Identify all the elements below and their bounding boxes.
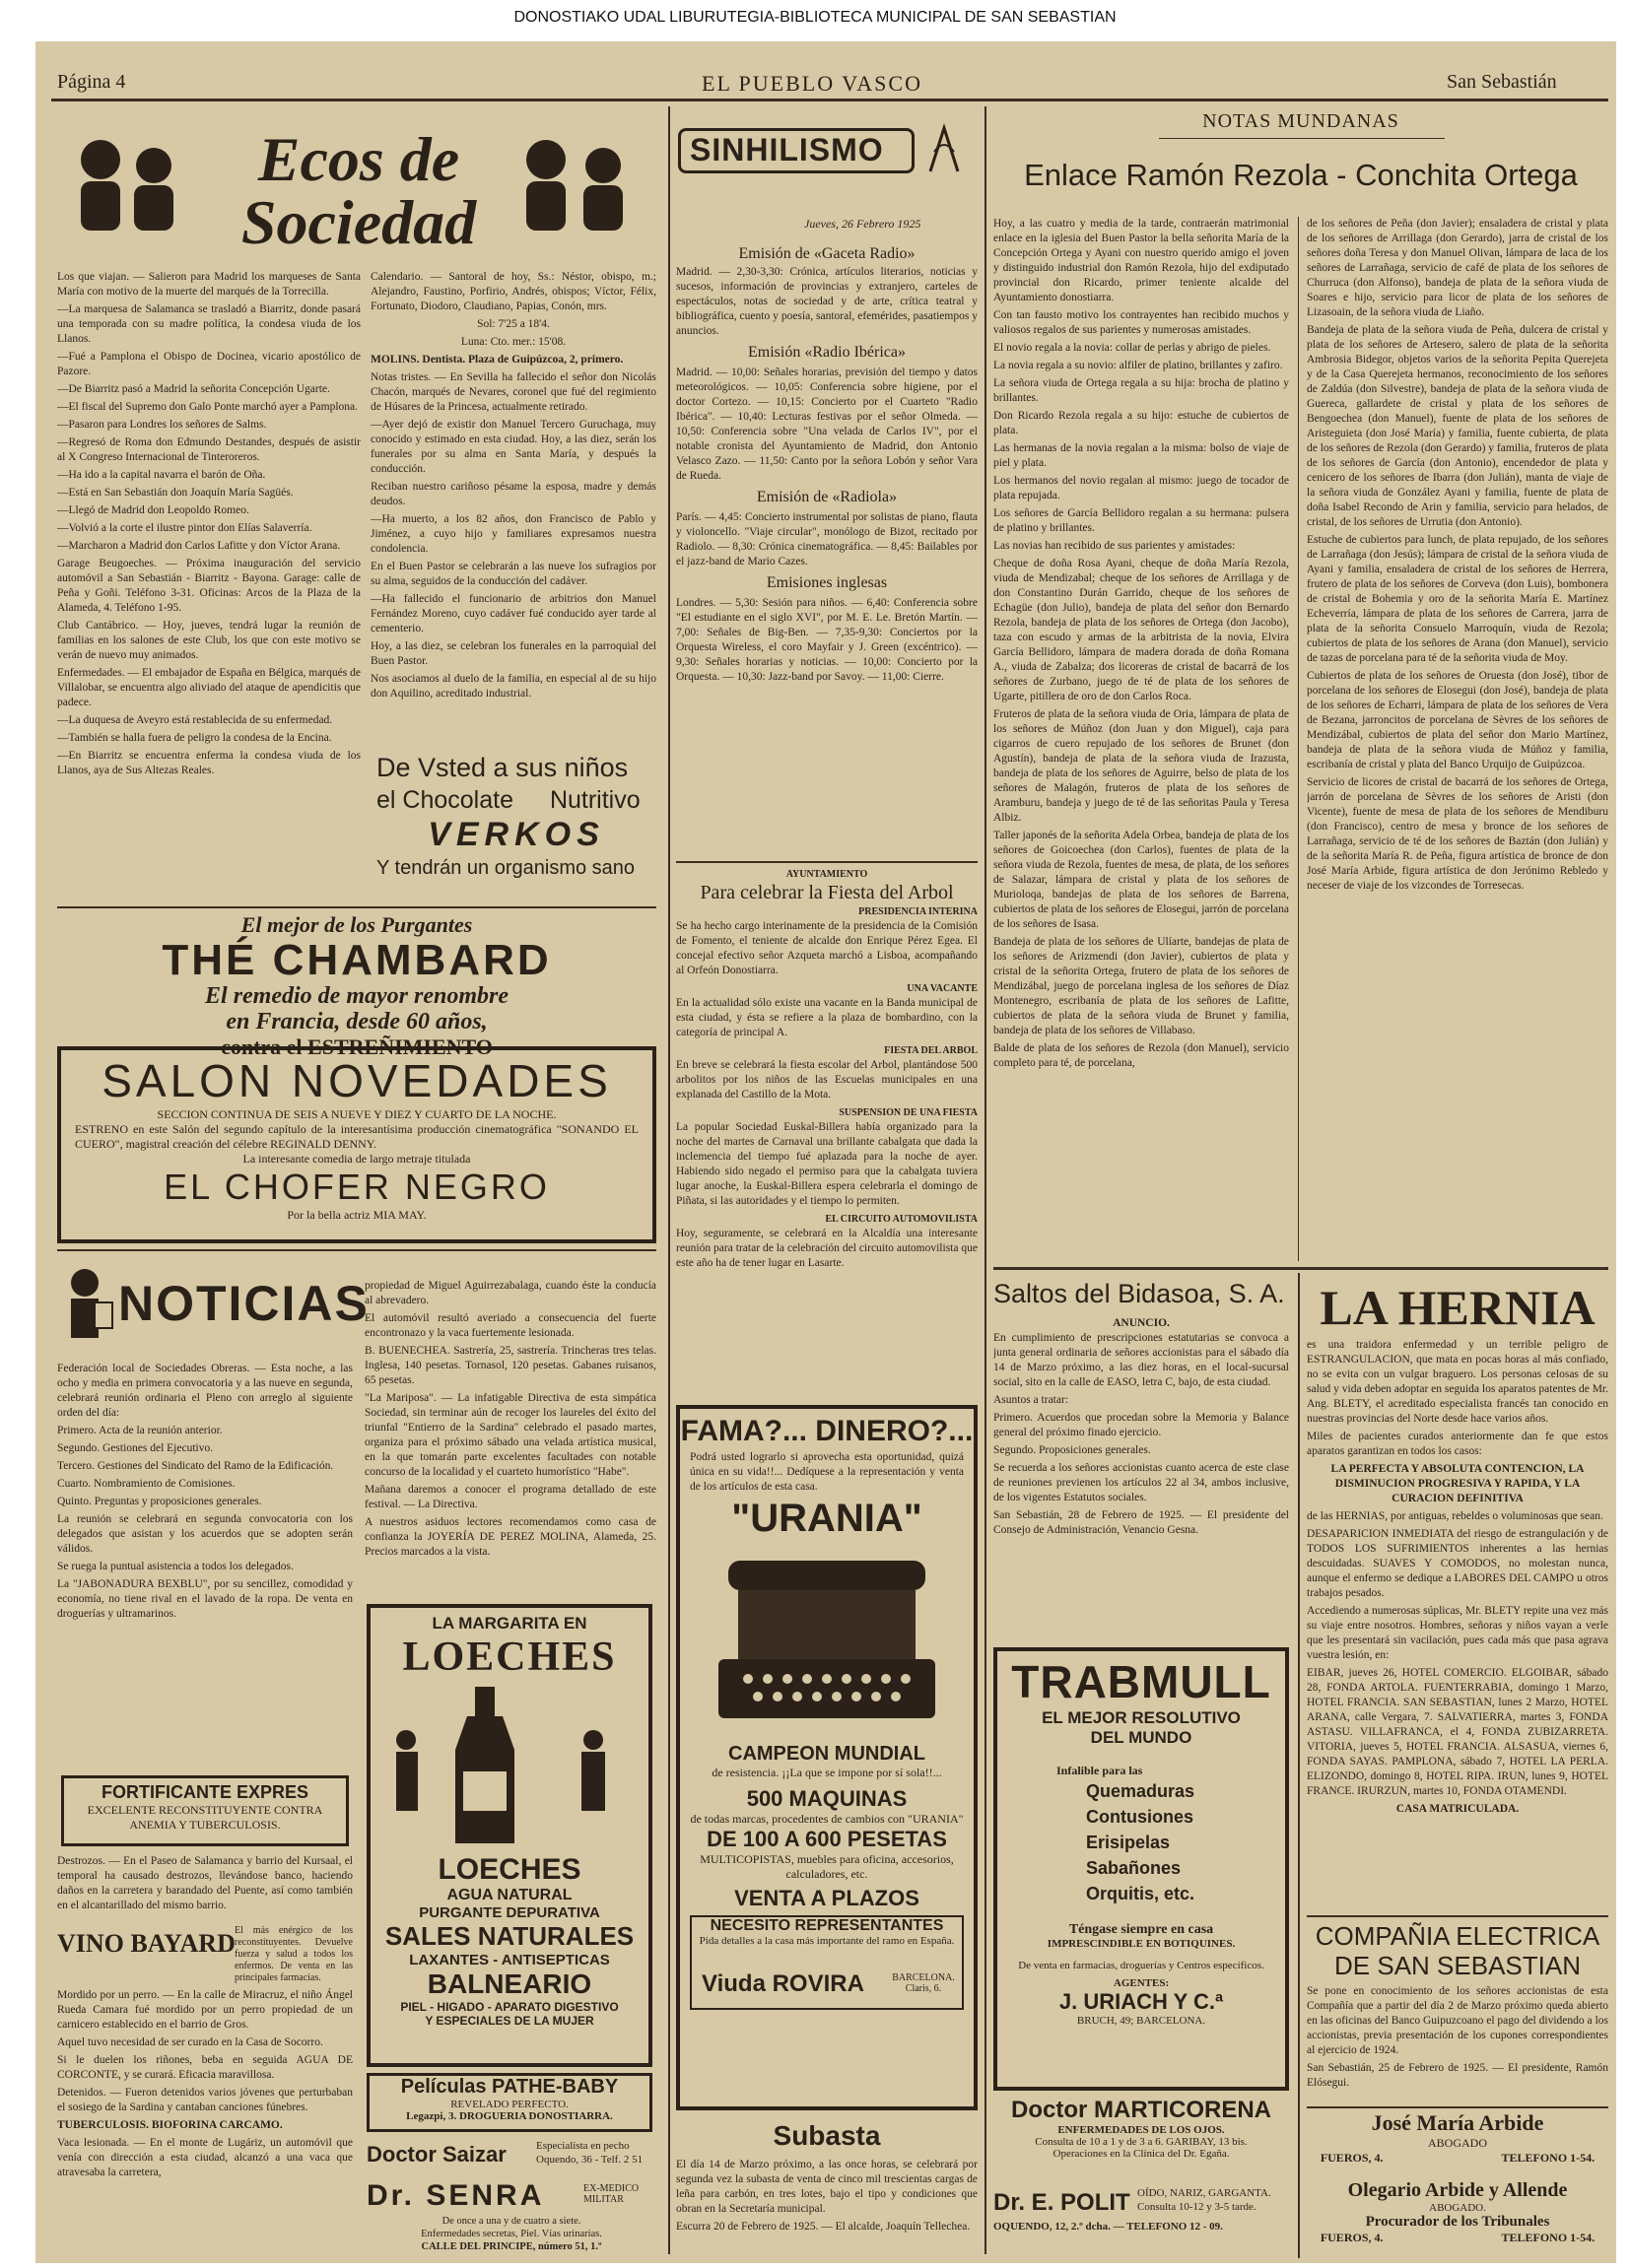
text-paragraph: Los hermanos del novio regalan al mismo: juego de tocador de plata repujada.	[993, 475, 1289, 501]
ecos-title: Ecos de Sociedad	[240, 124, 477, 257]
text-paragraph: —Pasaron para Londres los señores de Salms.	[57, 419, 267, 431]
chambard-line: contra el ESTREÑIMIENTO	[221, 1034, 493, 1059]
saltos-title: Saltos del Bidasoa, S. A.	[993, 1279, 1285, 1308]
marticorena-line: Operaciones en la Clínica del Dr. Egaña.	[1053, 2148, 1230, 2160]
fortificante-ad	[61, 1775, 349, 1846]
text-paragraph: Los señores de García Bellidoro regalan a su hermana: pulsera de platino y brillantes.	[993, 507, 1289, 534]
chambard-ad	[57, 912, 656, 1059]
trabmull-line: BRUCH, 49; BARCELONA.	[1076, 2015, 1206, 2027]
text-paragraph: B. BUENECHEA. Sastrería, 25, sastrería. Trincheras tres telas. Inglesa, 140 pesetas. Tornasol, 120 pesetas. Gabanes ruisanos, 65 pesetas.	[365, 1345, 656, 1386]
ayuntamiento-label: AYUNTAMIENTO	[785, 869, 868, 880]
text-paragraph: de los señores de Peña (don Javier); ensaladera de cristal y plata de los señores de Arrillaga (don Gerardo), jarra de cristal de los señores doña Teresa y don Manuel Olivan, lámpara de laca de los señores de Larrañaga, servicio de café de plata de los señores de Churruca (don Alfonso), bandeja de plata de la señora viuda de Soares e hijo, servicio para licor de plata de los señores de Lizasoain, de la señora viuda de Liaño.	[1307, 218, 1608, 318]
text-paragraph: Quinto. Preguntas y proposiciones generales.	[57, 1496, 262, 1507]
text-paragraph: Club Cantábrico. — Hoy, jueves, tendrá lugar la reunión de familias en los salones de este Club, los que con este motivo se verán de nuevo muy animados.	[57, 620, 361, 661]
olegario-ad	[1307, 2179, 1608, 2258]
saizar-ad	[367, 2138, 656, 2173]
olegario-title: Olegario Arbide y Allende	[1347, 2179, 1568, 2201]
newsboy-icon	[57, 1263, 116, 1352]
trabmull-line: DEL MUNDO	[1090, 1728, 1192, 1747]
text-paragraph: Cheque de doña Rosa Ayani, cheque de doña María Rezola, viuda de Mendizabal; cheque de los señores de Arrillaga y de don Constantino Durán Garrido, cheque de los señores de Echagüe (don Julio), bandeja de plata del señor don Bernardo Rezola, bandeja de plata de los señores de Ortega (don Jacobo), taza con escudo y armas de la arbitrista de la novia, Elvira García Bellidoro, lámpara de madera dorada de doña Romana A., viuda de Zabalza; dos licoreras de cristal de bacarrá de los señores de Zurbano, juego de té de plata de los señores de Ugarte, pitillera de oro de don Carlos Roca.	[993, 558, 1289, 702]
arbide-line: TELEFONO 1-54.	[1501, 2151, 1596, 2165]
subasta-body	[676, 2158, 978, 2256]
notas-title: Enlace Ramón Rezola - Conchita Ortega	[1024, 158, 1578, 192]
page-number: Página 4	[57, 71, 126, 93]
noticias-left-column	[57, 1362, 353, 1766]
text-paragraph: Tercero. Gestiones del Sindicato del Ramo de la Edificación.	[57, 1460, 334, 1472]
text-paragraph: —Volvió a la corte el ilustre pintor don Elías Salaverría.	[57, 522, 312, 534]
text-paragraph: En la actualidad sólo existe una vacante en la Banda municipal de esta ciudad, y ésta se refiere a la plaza de bombardino, con la categoría de principal A.	[676, 997, 978, 1038]
text-paragraph: —Regresó de Roma don Edmundo Destandes, después de asistir al X Congreso Internacional de Tinteroreros.	[57, 436, 361, 463]
text-paragraph: Servicio de licores de cristal de bacarrá de los señores de Ortega, jarrón de porcelana de Sèvres de los señores de Aristi (don Vicente), fuente de mesa de plata de los señores de Mendiburu (don Francisco), centro de mesa y bronce de los señores de Larrañaga, servicio de té de los señores de Baztán (don Julián) y de la señorita María R. de Peña, figura artística de bronce de don José María Arbide, figura artística de don Jerónimo Rebledo y neceser de viaje de los vizcondes de Torresecas.	[1307, 776, 1608, 892]
marticorena-title: Doctor MARTICORENA	[1011, 2097, 1271, 2123]
text-paragraph: Madrid. — 2,30-3,30: Crónica, artículos literarios, noticias y sucesos, información de provincias y extranjero, carteles de espectáculos, notas de sociedad y de arte, crítica teatral y bibliográfica, cuento y poesía, santoral, efemérides, pasatiempos y anuncios.	[676, 266, 978, 337]
text-paragraph: Sol: 7'25 a 18'4.	[477, 318, 550, 330]
section-rule	[676, 861, 978, 863]
notas-label: NOTAS MUNDANAS	[1202, 110, 1399, 132]
pathe-title: Películas PATHE-BABY	[400, 2076, 619, 2098]
subheading: PRESIDENCIA INTERINA	[858, 906, 978, 917]
text-paragraph: DESAPARICION INMEDIATA del riesgo de estrangulación y de TODOS LOS SUFRIMIENTOS inherentes a las hernias descuidadas. SUAVES Y COMODOS, no molestan nunca, aunque el enfermo se dedique a LABORES DEL CAMPO u otros trabajos pesados.	[1307, 1528, 1608, 1599]
pathe-baby-ad	[367, 2073, 652, 2132]
text-paragraph: —Llegó de Madrid don Leopoldo Romeo.	[57, 504, 249, 516]
urania-line: FAMA?... DINERO?...	[680, 1415, 974, 1447]
text-paragraph: —También se halla fuera de peligro la condesa de la Encina.	[57, 732, 332, 744]
text-paragraph: Escurra 20 de Febrero de 1925. — El alcalde, Joaquín Tellechea.	[676, 2221, 971, 2233]
column-rule	[668, 106, 670, 2254]
salon-line: La interesante comedia de largo metraje titulada	[242, 1152, 471, 1166]
urania-line: MULTICOPISTAS, muebles para oficina, accesorios, calculadores, etc.	[700, 1852, 954, 1881]
text-paragraph: Estuche de cubiertos para lunch, de plata repujado, de los señores de Larrañaga (don Jesús); lámpara de cristal de la señora viuda de Ayani y familia, ensaladera de cristal de los señores de Herrera, frutero de plata de los señores de Corveva (don Luis), bombonera de cristal de Bohemia y oro de la señorita María E. Martínez Echeverría, lámpara de plata de los señores de Carrera, jarra de plata de la señorita Consuelo Marroquín, viuda de Rezola; cubiertos de plata de los señores de Arana (don Manuel), servicio de tazas de porcelana para té de la señorita viuda de Moy.	[1307, 534, 1608, 664]
text-paragraph: A nuestros asiduos lectores recomendamos como casa de confianza la JOYERÍA DE PEREZ MOLINA, Alameda, 25. Precios marcados a la vista.	[365, 1516, 656, 1558]
verkos-line: De Vsted a sus niños	[376, 753, 629, 782]
loeches-line: BALNEARIO	[427, 1968, 592, 1999]
trabmull-line: J. URIACH Y C.ª	[1058, 1989, 1224, 2014]
text-paragraph: Si le duelen los riñones, beba en seguida AGUA DE CORCONTE, y se curará. Eficacia maravillosa.	[57, 2054, 353, 2081]
text-paragraph: Hoy, a las diez, se celebran los funerales en la parroquial del Buen Pastor.	[371, 640, 656, 667]
compania-title-line: DE SAN SEBASTIAN	[1334, 1951, 1581, 1980]
trabmull-line: AGENTES:	[1113, 1977, 1170, 1989]
subheading: SUSPENSION DE UNA FIESTA	[839, 1107, 978, 1118]
polit-line: OQUENDO, 12, 2.º dcha. — TELEFONO 12 - 09.	[993, 2221, 1223, 2233]
urania-line: Podrá usted lograrlo si aprovecha esta oportunidad, quizá única en su vida!!... Dedíquese a la representación y venta de los artículos de esta casa.	[690, 1451, 964, 1493]
vino-bayard-ad	[57, 1925, 353, 1984]
compania-title	[1307, 1921, 1608, 1980]
loeches-ad	[367, 1604, 652, 2067]
column-rule	[985, 106, 986, 2254]
section-rule	[1307, 2106, 1608, 2108]
text-paragraph: "La Mariposa". — La infatigable Directiva de esta simpática Sociedad, sin terminar aún de recoger los laureles del éxito del triunfal "Entierro de la Sardina" celebrado el pasado martes, organiza para el próximo sábado una velada artística musical, en la que tomarán parte excelentes facultades con notable concurso de la localidad y el cuarteto humorístico "Habe".	[365, 1392, 656, 1478]
text-paragraph: Balde de plata de los señores de Rezola (don Manuel), servicio completo para té, de porcelana,	[993, 1042, 1289, 1069]
ecos-banner	[63, 120, 654, 258]
marticorena-line: Consulta de 10 a 1 y de 3 a 6. GARIBAY, 13 bis.	[1035, 2136, 1248, 2148]
text-paragraph: Hoy, a las cuatro y media de la tarde, contraerán matrimonial enlace en la iglesia del Buen Pastor la bella señorita María de la Concepción Ortega y Ayani con nuestro querido amigo el joven y distinguido industrial don Ramón Rezola, hijo del exdiputado provincial don Ricardo, primer teniente alcalde del Ayuntamiento donostiarra.	[993, 218, 1289, 303]
fortificante-title: FORTIFICANTE EXPRES	[101, 1782, 308, 1802]
text-paragraph: es una traidora enfermedad y un terrible peligro de ESTRANGULACION, que mata en pocas horas al más confiado, no se evita con un vulgar braguero. Los personas celosas de su salud y vida deben adoptar en seguida los aparatos patentes de Mr. Ang. BLETY, el acreditado especialista francés tan conocido en nuestras provincias del Norte desde hace varios años.	[1307, 1339, 1608, 1425]
polit-line: Consulta 10-12 y 3-5 tarde.	[1137, 2201, 1256, 2213]
arbide-line: FUEROS, 4.	[1320, 2151, 1384, 2165]
subheading: UNA VACANTE	[907, 983, 978, 994]
text-paragraph: La popular Sociedad Euskal-Billera había organizado para la noche del martes de Carnaval una brillante cabalgata que dada la inclemencia del tiempo fué aplazada para la noche de ayer. Habiendo sido negado el permiso para que la cabalgata tuviera lugar anoche, la Euskal-Billera espera celebrarla el domingo de Piñata, si las autoridades y el tiempo lo permiten.	[676, 1121, 978, 1207]
text-paragraph: Se ha hecho cargo interinamente de la presidencia de la Comisión de Fomento, el teniente de alcalde don Enrique Pérez Egea. El concejal efectivo señor Azqueta marchó a Lisboa, acompañando al Orfeón Donostiarra.	[676, 920, 978, 976]
text-paragraph: —Ha ido a la capital navarra el barón de Oña.	[57, 469, 266, 481]
salon-novedades-ad	[57, 1046, 656, 1243]
loeches-line: PIEL - HIGADO - APARATO DIGESTIVO	[400, 2000, 619, 2014]
urania-rep-box	[690, 1915, 964, 2010]
loeches-brand: LOECHES	[402, 1634, 617, 1680]
text-paragraph: Bandeja de plata de la señora viuda de Peña, dulcera de cristal y plata de los señores de Artesero, salero de plata de la señorita Ambrosia Bidegor, objetos varios de la señorita Pepita Querejeta y de la Casa Querejeta hermanos, reconocimiento de los señores de Zaldúa (don Silvestre), bandeja de plata de la señora viuda de Guereca, gallardete de cristal y plata de los señores de Bengoechea (don Manuel), fuente de plata de los señores de Aristeguieta (don José María) y familia, fuente cubierta, de plata de los señores de Rezola (don Gerardo) y familia, fruteros de plata de los señores de García (don Antonio), encendedor de plata y cenicero de los señores de Ibarra (don Julián), manta de viaje de la señora viuda de González Ayani y familia, fuente de plata de doña Isabel Recondo de Arin y familia, servicio para helados, de cristal, de los señores de Urrutia (don Antonio).	[1307, 324, 1608, 528]
vino-title: VINO BAYARD	[57, 1929, 236, 1958]
text-paragraph: —La duquesa de Aveyro está restablecida de su enfermedad.	[57, 714, 333, 726]
trabmull-line: EL MEJOR RESOLUTIVO	[1042, 1708, 1241, 1727]
text-paragraph: Detenidos. — Fueron detenidos varios jóvenes que perturbaban el sosiego de la Sardina y cantaban canciones fúnebres.	[57, 2087, 353, 2113]
text-paragraph: El día 14 de Marzo próximo, a las once horas, se celebrará por segunda vez la subasta de venta de cinco mil trescientas cargas de leña para carbón, en tres lotes, bajo el tipo y condiciones que obran en la Secretaría municipal.	[676, 2159, 978, 2215]
pathe-line: REVELADO PERFECTO.	[450, 2099, 569, 2110]
fortificante-line: EXCELENTE RECONSTITUYENTE CONTRA	[87, 1803, 323, 1817]
text-paragraph: CASA MATRICULADA.	[1395, 1803, 1520, 1815]
ayuntamiento-section	[676, 867, 978, 1399]
text-paragraph: —Marcharon a Madrid don Carlos Lafitte y don Víctor Arana.	[57, 540, 341, 552]
text-paragraph: Londres. — 5,30: Sesión para niños. — 6,40: Conferencia sobre "El estudiante en el siglo XVI", por M. E. Le. Bretón Martín. — 7,00: Señales de Big-Ben. — 7,35-9,30: Conciertos por la Orquesta Wireless, el coro Mayfair y J. Green (excéntrico). — 9,30: Señales horarias y noticias. — 10,00: Concierto por la Orquesta. — 10,30: Jazz-band por Savoy. — 11,00: Cierre.	[676, 597, 978, 683]
text-paragraph: Don Ricardo Rezola regala a su hijo: estuche de cubiertos de plata.	[993, 410, 1289, 436]
arbide-ad	[1307, 2110, 1608, 2179]
trabmull-item: Orquitis, etc.	[1086, 1884, 1195, 1903]
urania-ad	[676, 1405, 978, 2110]
senra-title: Dr. SENRA	[367, 2179, 545, 2212]
compania-body	[1307, 1984, 1608, 2102]
senra-line: Enfermedades secretas, Piel. Vías urinarias.	[421, 2229, 602, 2239]
column-rule	[1298, 217, 1299, 1261]
olegario-sub: ABOGADO.	[1429, 2202, 1486, 2214]
text-paragraph: —De Biarritz pasó a Madrid la señorita Concepción Ugarte.	[57, 383, 330, 395]
urania-line: VENTA A PLAZOS	[734, 1886, 919, 1910]
verkos-line: Y tendrán un organismo sano	[376, 857, 636, 879]
subheading: FIESTA DEL ARBOL	[884, 1045, 978, 1056]
salon-line: SECCION CONTINUA DE SEIS A NUEVE Y DIEZ Y CUARTO DE LA NOCHE.	[157, 1107, 557, 1121]
text-paragraph: Primero. Acuerdos que procedan sobre la Memoria y Balance general del próximo finado ejercicio.	[993, 1412, 1289, 1438]
text-paragraph: Las hermanas de la novia regalan a la misma: bolso de viaje de piel y plata.	[993, 442, 1289, 469]
sinhilismo-body	[676, 242, 978, 853]
text-paragraph: Enfermedades. — El embajador de España en Bélgica, marqués de Villalobar, se encuentra algo aliviado del ataque de apendicitis que padece.	[57, 667, 361, 708]
fortificante-line: ANEMIA Y TUBERCULOSIS.	[129, 1818, 281, 1832]
typewriter-illustration	[699, 1541, 955, 1738]
trabmull-ad	[993, 1647, 1289, 2091]
loeches-line: Y ESPECIALES DE LA MUJER	[425, 2014, 594, 2028]
polit-line: OÍDO, NARIZ, GARGANTA.	[1137, 2187, 1271, 2199]
text-paragraph: El novio regala a la novia: collar de perlas y abrigo de pieles.	[993, 342, 1271, 354]
noticias-right-column	[365, 1279, 656, 1594]
olegario-line: FUEROS, 4.	[1320, 2231, 1384, 2244]
senra-line: CALLE DEL PRINCIPE, número 51, 1.º	[421, 2241, 602, 2252]
masthead: EL PUEBLO VASCO	[702, 71, 922, 96]
section-heading: Emisión de «Gaceta Radio»	[738, 245, 916, 262]
ayuntamiento-title: Para celebrar la Fiesta del Arbol	[700, 882, 954, 903]
text-paragraph: Se pone en conocimiento de los señores accionistas de esta Compañía que a partir del día 2 de Marzo próximo queda abierto en las oficinas del Banco Guipuzcoano el pago del dividendo a los accionistas, previa presentación de los cupones correspondientes al ejercicio de 1924.	[1307, 1985, 1608, 2056]
text-paragraph: —Ha fallecido el funcionario de arbitrios don Manuel Fernández Moreno, cuyo cadáver fué conducido ayer tarde al cementerio.	[371, 593, 656, 634]
salon-line: Por la bella actriz MIA MAY.	[287, 1208, 427, 1222]
text-paragraph: —Está en San Sebastián don Joaquín María Sagüés.	[57, 487, 294, 499]
text-paragraph: —El fiscal del Supremo don Galo Ponte marchó ayer a Pamplona.	[57, 401, 358, 413]
section-rule	[993, 1267, 1608, 1270]
text-paragraph: La reunión se celebrará en segunda convocatoria con los delegados que asistan y los acuerdos que se adopten serán válidos.	[57, 1513, 353, 1555]
trabmull-line: IMPRESCINDIBLE EN BOTIQUINES.	[1047, 1938, 1236, 1950]
text-paragraph: En cumplimiento de prescripciones estatutarias se convoca a junta general ordinaria de señores accionistas para el sábado día 14 de Marzo próximo, a las diez horas, en el local-sucursal social, sito en la calle de EASO, letra C, bajo, de esta ciudad.	[993, 1332, 1289, 1388]
text-paragraph: Destrozos. — En el Paseo de Salamanca y barrio del Kursaal, el temporal ha causado destrozos, llevándose banco, haciendo daños en la carretera y barandado del Puente, así como también en el alcantarillado del mismo barrio.	[57, 1855, 353, 1911]
text-paragraph: El automóvil resultó averiado a consecuencia del fuerte encontronazo y la vaca fuertemente lesionada.	[365, 1312, 656, 1339]
urania-line: Pida detalles a la casa más importante del ramo en España.	[699, 1935, 955, 1947]
urania-line: de resistencia. ¡¡La que se impone por sí sola!!...	[712, 1766, 942, 1779]
section-rule	[57, 1249, 656, 1251]
urania-line: BARCELONA. Claris, 6.	[892, 1972, 955, 1994]
loeches-line: SALES NATURALES	[384, 1921, 635, 1951]
noticias-left-column-3	[57, 1988, 353, 2254]
compania-title-line: COMPAÑIA ELECTRICA	[1315, 1921, 1600, 1951]
text-paragraph: Las novias han recibido de sus parientes y amistades:	[993, 540, 1236, 552]
text-paragraph: París. — 4,45: Concierto instrumental por solistas de piano, flauta y violoncello. "Viaje circular", monólogo de Bizot, recitado por Radiolo. — 8,30: Crónica cinematográfica. — 8,45: Bailables por el jazz-band de Mario Cazes.	[676, 511, 978, 567]
text-paragraph: Con tan fausto motivo los contrayentes han recibido muchos y valiosos regalos de sus parientes y numerosas amistades.	[993, 309, 1289, 336]
urania-line: DE 100 A 600 PESETAS	[707, 1827, 947, 1851]
text-paragraph: —En Biarritz se encuentra enferma la condesa viuda de los Llanos, aya de Sus Altezas Reales.	[57, 750, 361, 776]
text-paragraph: Garage Beugoeches. — Próxima inauguración del servicio automóvil a San Sebastián - Biarritz - Bayona. Garage: calle de Peña y Goñi. Teléfono 3-31. Oficinas: Arcos de la Plaza de la Alameda, 4. Teléfono 1-95.	[57, 558, 361, 614]
bottle-illustration	[376, 1681, 643, 1848]
text-paragraph: Luna: Cto. mer.: 15'08.	[460, 336, 567, 348]
saltos-label: ANUNCIO.	[1113, 1317, 1170, 1329]
saizar-title: Doctor Saizar	[367, 2142, 507, 2167]
section-heading: Emisión de «Radiola»	[756, 489, 898, 505]
text-paragraph: Fruteros de plata de la señora viuda de Oria, lámpara de plata de los señores de Múñoz (don Juan y don Miguel), caja para cigarros de cuero repujado de los señores de Brunet (don Agustín), bandeja de plata de la señora viuda de Irazusta, bandeja de plata de los señores de Aguirre, belso de plata de los señores de Malagón, fruteros de plata de los señores de Aramburu, bandeja y juego de té de las señoritas Paula y Teresa Albiz.	[993, 708, 1289, 824]
viewer-title: DONOSTIAKO UDAL LIBURUTEGIA-BIBLIOTECA MUNICIPAL DE SAN SEBASTIAN	[513, 9, 1117, 26]
verkos-line: Nutritivo	[549, 786, 641, 814]
column-rule	[1298, 1273, 1300, 2258]
notas-column-1	[993, 217, 1289, 1261]
text-paragraph: —Ha muerto, a los 82 años, don Francisco de Pablo y Jiménez, a cuyo hijo y familiares expresamos nuestra condolencia.	[371, 513, 656, 555]
senra-line: De once a una y de cuatro a siete.	[441, 2216, 581, 2227]
noticias-left-column-2	[57, 1854, 353, 1923]
polit-ad	[993, 2185, 1289, 2254]
subasta-title: Subasta	[773, 2120, 881, 2151]
sinhilismo-date: Jueves, 26 Febrero 1925	[804, 217, 921, 231]
text-paragraph: Vaca lesionada. — En el monte de Lugáriz, un automóvil que venía con dirección a esta ciudad, alcanzó a una vaca que atravesaba la carretera,	[57, 2137, 353, 2178]
text-paragraph: —Ayer dejó de existir don Manuel Tercero Guruchaga, muy conocido y estimado en esta ciudad. Hoy, a las diez, serán los funerales por su alma en Santa María, y después la conducción.	[371, 419, 656, 475]
trabmull-item: Contusiones	[1086, 1807, 1194, 1827]
text-paragraph: Mordido por un perro. — En la calle de Miracruz, el niño Ángel Rueda Camara fué mordido por un perro propiedad de un carnicero establecido en el barrio de Gros.	[57, 1989, 353, 2031]
trabmull-line: Infalible para las	[1056, 1764, 1143, 1777]
loeches-line: LAXANTES - ANTISEPTICAS	[409, 1952, 610, 1968]
text-paragraph: Cuarto. Nombramiento de Comisiones.	[57, 1478, 236, 1490]
text-paragraph: Cubiertos de plata de los señores de Oruesta (don José), tibor de porcelana de los señores de Elosegui (don José), bandeja de plata de los señores de Echarri, lámpara de plata de los señores de Vera de Bezana, jarroncitos de porcelana de Sèvres de los señores de Mendizábal, cubiertos de plata del señor don Mario Martínez, bandeja de plata de la señora viuda de Múñoz y familia, escribanía de cristal y plata del Banco Urquijo de Guipúzcoa.	[1307, 670, 1608, 770]
urania-line: NECESITO REPRESENTANTES	[710, 1917, 944, 1934]
text-paragraph: Se recuerda a los señores accionistas cuanto acerca de este clase de reuniones previenen los artículos 22 al 34, ambos inclusive, de los vigentes Estatutos sociales.	[993, 1462, 1289, 1503]
text-paragraph: propiedad de Miguel Aguirrezabalaga, cuando éste la conducía al abrevadero.	[365, 1280, 656, 1306]
notas-column-2	[1307, 217, 1608, 1261]
senra-lines	[367, 2215, 656, 2253]
arbide-sub: ABOGADO	[1428, 2136, 1487, 2150]
ecos-right-column	[371, 270, 656, 743]
salon-line: ESTRENO en este Salón del segundo capítulo de la interesantísima producción cinematográfica "SONANDO EL CUERO", magistral creación del célebre REGINALD DENNY.	[75, 1122, 639, 1151]
text-paragraph: Reciban nuestro cariñoso pésame la esposa, madre y demás deudos.	[371, 481, 656, 507]
salon-title: SALON NOVEDADES	[102, 1055, 612, 1106]
noticias-banner	[57, 1263, 370, 1352]
text-paragraph: La novia regala a su novio: alfiler de platino, brillantes y zafiro.	[993, 360, 1283, 371]
text-paragraph: En el Buen Pastor se celebrarán a las nueve los sufragios por su alma, seguidos de la conducción del cadáver.	[371, 561, 656, 587]
hernia-title: LA HERNIA	[1320, 1280, 1596, 1335]
loeches-line: PURGANTE DEPURATIVA	[419, 1904, 600, 1921]
section-heading: Emisiones inglesas	[766, 574, 888, 591]
section-rule	[1159, 138, 1445, 139]
city-label: San Sebastián	[1447, 71, 1557, 93]
loeches-line: LA MARGARITA EN	[432, 1614, 587, 1633]
chambard-line: El remedio de mayor renombre	[205, 983, 509, 1009]
text-paragraph: Segundo. Proposiciones generales.	[993, 1444, 1151, 1456]
trabmull-item: Quemaduras	[1086, 1781, 1195, 1801]
olegario-line: TELEFONO 1-54.	[1501, 2231, 1596, 2244]
text-paragraph: Accediendo a numerosas súplicas, Mr. BLETY repite una vez más su viaje entre nosotros. Hombres, señoras y niños vayan a verle que les presentará sin vacilación, pues cada más que pasa agrava vuestra lesión, en:	[1307, 1605, 1608, 1661]
text-paragraph: Se ruega la puntual asistencia a todos los delegados.	[57, 1561, 294, 1572]
text-paragraph: Mañana daremos a conocer el programa detallado de este festival. — La Directiva.	[365, 1484, 656, 1510]
olegario-sub2: Procurador de los Tribunales	[1365, 2214, 1550, 2230]
verkos-ad	[376, 751, 656, 899]
viewer-title-bar	[0, 0, 1630, 37]
text-paragraph: San Sebastián, 25 de Febrero de 1925. — El presidente, Ramón Elósegui.	[1307, 2062, 1608, 2089]
verkos-brand: VERKOS	[428, 816, 605, 853]
section-rule	[1307, 1915, 1608, 1917]
text-paragraph: EIBAR, jueves 26, HOTEL COMERCIO. ELGOIBAR, sábado 28, FONDA ARTOLA. FUENTERRABIA, domingo 1 Marzo, HOTEL FRANCIA. SAN SEBASTIAN, lunes 2 Marzo, HOTEL ARANA, calle Vergara, 7. SALVATIERRA, martes 3, FONDA ASTASU. VILLAFRANCA, el 4, FONDA ZUBIZARRETA. VITORIA, jueves 5, HOTEL FRANCIA. ALSASUA, viernes 6, FONDA SAYAS. PAMPLONA, sábado 7, HOTEL LA PERLA. ELIZONDO, domingo 8, HOTEL RIPA. IRUN, lunes 9, HOTEL FRANCE. IRURZUN, martes 10, FONDA OTAMENDI.	[1307, 1667, 1608, 1797]
ecos-left-column	[57, 270, 361, 901]
trabmull-item: Sabañones	[1086, 1858, 1182, 1878]
text-paragraph: Miles de pacientes curados anteriormente dan fe que estos aparatos garantizan en todos los casos:	[1307, 1431, 1608, 1457]
trabmull-line: De venta en farmacias, droguerías y Centros específicos.	[1018, 1960, 1264, 1971]
marticorena-line: ENFERMEDADES DE LOS OJOS.	[1057, 2124, 1225, 2136]
text-paragraph: Madrid. — 10,00: Señales horarias, previsión del tiempo y datos meteorológicos. — 10,05: Conferencia sobre higiene, por el doctor Cortezo. — 10,15: Concierto por el Cuarteto "Radio Ibérica". — 10,40: Lecturas festivas por el señor Olmeda. — 10,50: Conferencia sobre "Una velada de Carlos IV", por el notable cronista del Ayuntamiento de Madrid, don Antonio Velasco Zazo. — 11,50: Canto por la señora Lobón y señor Vara de Rueda.	[676, 367, 978, 482]
chambard-line: El mejor de los Purgantes	[240, 912, 473, 937]
text-paragraph: Asuntos a tratar:	[993, 1394, 1069, 1406]
trabmull-brand: TRABMULL	[1011, 1656, 1271, 1707]
section-heading: Emisión «Radio Ibérica»	[748, 344, 906, 361]
antenna-icon	[924, 122, 964, 177]
arbide-title: José María Arbide	[1371, 2110, 1544, 2135]
verkos-line: el Chocolate	[376, 786, 513, 814]
urania-brand: "URANIA"	[731, 1497, 922, 1540]
noticias-title: NOTICIAS	[118, 1276, 370, 1331]
section-rule	[57, 906, 656, 908]
saizar-line: Oquendo, 36 - Telf. 2 51	[536, 2154, 644, 2166]
senra-ad	[367, 2179, 656, 2258]
text-paragraph: Notas tristes. — En Sevilla ha fallecido el señor don Nicolás Chacón, marqués de Nevares, coronel que fué del regimiento de Húsares de la Princesa, actualmente retirado.	[371, 371, 656, 413]
text-paragraph: Aquel tuvo necesidad de ser curado en la Casa de Socorro.	[57, 2036, 323, 2048]
sinhilismo-banner	[676, 120, 978, 179]
text-paragraph: Segundo. Gestiones del Ejecutivo.	[57, 1442, 214, 1454]
text-paragraph: Taller japonés de la señorita Adela Orbea, bandeja de plata de los señores de Goicoechea (don Carlos), fuentes de plata de la señora viuda de Rezola, fuentes de mesa, de plata, de los señores de Salazar, lámpara de cristal y plata de los señores de Murioloqa, bandejas de plata de los señores de Barrena, cubiertos de plata de los señores de Elosegui, jarrón de porcelana de los señores de Isasa.	[993, 830, 1289, 930]
text-paragraph: Nos asociamos al duelo de la familia, en especial al de su hijo don Aquilino, acreditado industrial.	[371, 673, 656, 700]
text-paragraph: Primero. Acta de la reunión anterior.	[57, 1425, 223, 1436]
polit-title: Dr. E. POLIT	[993, 2189, 1130, 2216]
salon-film: EL CHOFER NEGRO	[164, 1167, 550, 1207]
chambard-brand: THÉ CHAMBARD	[162, 936, 552, 984]
marticorena-ad	[993, 2097, 1289, 2160]
trabmull-line: Téngase siempre en casa	[1068, 1922, 1214, 1937]
text-paragraph: LA PERFECTA Y ABSOLUTA CONTENCION, LA DISMINUCION PROGRESIVA Y RAPIDA, Y LA CURACION DEFINITIVA	[1330, 1463, 1585, 1504]
text-paragraph: Hoy, seguramente, se celebrará en la Alcaldía una interesante reunión para tratar de la celebración del circuito automovilista que este año ha de tener lugar en Lasarte.	[676, 1228, 978, 1269]
trabmull-items	[997, 1778, 1285, 1906]
text-paragraph: Los que viajan. — Salieron para Madrid los marqueses de Santa María con motivo de la muerte del marqués de la Torrecilla.	[57, 271, 361, 298]
pathe-line: Legazpi, 3. DROGUERIA DONOSTIARRA.	[406, 2110, 613, 2122]
loeches-line: AGUA NATURAL	[446, 1887, 573, 1903]
text-paragraph: Federación local de Sociedades Obreras. — Esta noche, a las ocho y media en primera convocatoria y a las nueve en segunda, celebrará reunión ordinaria el Pleno con arreglo al siguiente orden del día:	[57, 1363, 353, 1419]
header-rule	[51, 99, 1608, 101]
text-paragraph: MOLINS. Dentista. Plaza de Guipúzcoa, 2, primero.	[371, 354, 624, 366]
sinhilismo-title: SINHILISMO	[690, 132, 884, 167]
text-paragraph: de las HERNIAS, por antiguas, rebeldes o voluminosas que sean.	[1307, 1510, 1603, 1522]
urania-line: 500 MAQUINAS	[746, 1786, 908, 1811]
urania-line: de todas marcas, procedentes de cambios con "URANIA"	[690, 1812, 964, 1826]
hernia-body	[1307, 1338, 1608, 1909]
newspaper-page	[35, 41, 1616, 2263]
trabmull-item: Erisipelas	[1086, 1833, 1171, 1852]
loeches-brand-2: LOECHES	[438, 1853, 581, 1886]
chambard-line: en Francia, desde 60 años,	[226, 1009, 488, 1034]
text-paragraph: Bandeja de plata de los señores de Ulíarte, bandejas de plata de los señores de Arizmendi (don Javier), cubiertos de plata y cristal de la señorita Ortega, frutero de plata de los señores de Mendizábal, juego de porcelana inglesa de los señores de Díaz Montenegro, escribanía de plata de los señores de Lafitte, cubiertos de plata de la señora viuda de Brunet y familia, bandeja de plata de los señores de Villabaso.	[993, 936, 1289, 1036]
urania-line: CAMPEON MUNDIAL	[728, 1743, 925, 1765]
urania-viuda: Viuda ROVIRA	[702, 1970, 864, 1997]
saizar-line: Especialista en pecho	[536, 2140, 630, 2152]
text-paragraph: San Sebastián, 28 de Febrero de 1925. — El presidente del Consejo de Administración, Venancio Gesna.	[993, 1509, 1289, 1536]
text-paragraph: TUBERCULOSIS. BIOFORINA CARCAMO.	[57, 2119, 283, 2131]
senra-side: EX-MEDICO MILITAR	[583, 2183, 640, 2205]
text-paragraph: En breve se celebrará la fiesta escolar del Arbol, plantándose 500 arbolitos por los niños de las Escuelas municipales en una explanada del Castillo de la Mota.	[676, 1059, 978, 1101]
text-paragraph: —Fué a Pamplona el Obispo de Docinea, vicario apostólico de Pazore.	[57, 351, 361, 377]
vino-text: El más enérgico de los reconstituyentes. Devuelve fuerza y salud a todos los enfermos. De venta en las principales farmacias.	[235, 1925, 353, 1983]
text-paragraph: —La marquesa de Salamanca se trasladó a Biarritz, donde pasará una temporada con su madre política, la condesa viuda de los Llanos.	[57, 303, 361, 345]
subheading: EL CIRCUITO AUTOMOVILISTA	[825, 1214, 978, 1225]
text-paragraph: La señora viuda de Ortega regala a su hija: brocha de platino y brillantes.	[993, 377, 1289, 404]
text-paragraph: La "JABONADURA BEXBLU", por su sencillez, comodidad y economía, no tiene rival en el lavado de la ropa. De venta en droguerías y ultramarinos.	[57, 1578, 353, 1620]
text-paragraph: Calendario. — Santoral de hoy, Ss.: Néstor, obispo, m.; Alejandro, Faustino, Porfirio, Andrés, obispos; Víctor, Félix, Fortunato, Diodoro, Claudiano, Papias, Conón, mrs.	[371, 271, 656, 312]
saltos-body	[993, 1316, 1289, 1641]
